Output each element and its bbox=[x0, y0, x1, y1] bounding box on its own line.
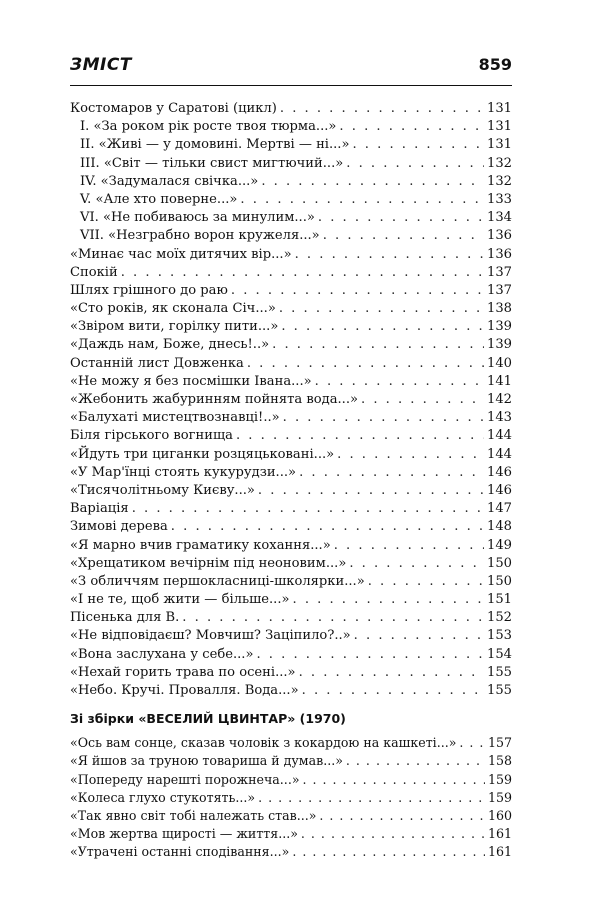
toc-entry bbox=[70, 591, 512, 609]
toc-entry-title: «Небо. Кручі. Провалля. Вода...» bbox=[70, 683, 299, 698]
dot-leader bbox=[334, 537, 484, 555]
toc-entry bbox=[70, 843, 512, 861]
toc-entry-title: Зимові дерева bbox=[70, 519, 168, 535]
toc-entry-page: 158 bbox=[487, 753, 512, 769]
toc-entry-page: 131 bbox=[487, 119, 512, 135]
toc-entry bbox=[70, 646, 512, 664]
section-entries bbox=[70, 734, 512, 861]
dot-leader bbox=[337, 446, 484, 464]
toc-entry-title: VII. «Незграбно ворон кружеля...» bbox=[80, 228, 320, 244]
toc-entry-title: «Балухаті мистецтвознавці!..» bbox=[70, 410, 280, 426]
toc-entry-page: 157 bbox=[487, 735, 512, 751]
dot-leader bbox=[258, 482, 484, 500]
toc-entry-page: 153 bbox=[487, 628, 512, 644]
dot-leader bbox=[121, 264, 484, 282]
dot-leader bbox=[302, 682, 484, 700]
toc-entry-title: VI. «Не побиваюсь за минулим...» bbox=[80, 210, 315, 226]
dot-leader bbox=[231, 282, 484, 300]
toc-entry-page: 147 bbox=[487, 501, 512, 517]
dot-leader bbox=[368, 573, 484, 591]
toc-entry-title: «Нехай горить трава по осені...» bbox=[70, 664, 296, 680]
toc-entry bbox=[70, 427, 512, 445]
toc-entry-page: 144 bbox=[487, 446, 512, 462]
dot-leader bbox=[339, 118, 484, 136]
toc-entry-title: «Даждь нам, Боже, днесь!..» bbox=[70, 337, 270, 353]
toc-entry-title: Спокій bbox=[70, 264, 118, 280]
toc-entry bbox=[70, 482, 512, 500]
dot-leader bbox=[295, 246, 484, 264]
toc-entry bbox=[70, 682, 512, 700]
dot-leader bbox=[292, 843, 485, 861]
dot-leader bbox=[299, 464, 484, 482]
toc-entry bbox=[70, 500, 512, 518]
dot-leader bbox=[280, 100, 484, 118]
toc-entry-page: 161 bbox=[487, 844, 512, 860]
toc-entry-title: IV. «Задумалася свічка...» bbox=[80, 173, 259, 189]
toc-entry-page: 154 bbox=[487, 646, 512, 662]
toc-entry-title: «У Мар'їнці стоять кукурудзи...» bbox=[70, 464, 297, 480]
toc-entry bbox=[70, 807, 512, 825]
toc-entry-title: «Минає час моїх дитячих вір...» bbox=[70, 246, 292, 262]
toc-entry-title: «Я йшов за труною товариша й думав...» bbox=[70, 753, 343, 769]
toc-entry-page: 149 bbox=[487, 537, 512, 553]
toc-entry-title: Біля гірського вогнища bbox=[70, 428, 233, 444]
toc-entry-page: 155 bbox=[487, 664, 512, 680]
dot-leader bbox=[182, 609, 484, 627]
toc-entry-page: 155 bbox=[487, 683, 512, 698]
toc-entry-title: «Мов жертва щирості — життя...» bbox=[70, 826, 298, 842]
toc-entry-title: Пісенька для В. bbox=[70, 610, 180, 626]
toc-entry bbox=[70, 664, 512, 682]
toc-entry bbox=[70, 355, 512, 373]
toc-entry bbox=[70, 573, 512, 591]
toc-entry-title: «Не можу я без посмішки Івана...» bbox=[70, 373, 312, 389]
dot-leader bbox=[299, 664, 484, 682]
dot-leader bbox=[247, 355, 484, 373]
toc-entry bbox=[70, 409, 512, 427]
dot-leader bbox=[354, 627, 484, 645]
toc-entry-page: 160 bbox=[487, 807, 512, 823]
toc-entry-title: I. «За роком рік росте твоя тюрма...» bbox=[80, 119, 337, 135]
dot-leader bbox=[240, 191, 484, 209]
dot-leader bbox=[236, 427, 484, 445]
section-heading: Зі збірки «ВЕСЕЛИЙ ЦВИНТАР» (1970) bbox=[70, 711, 346, 727]
toc-entry-title: V. «Але хто поверне...» bbox=[80, 191, 238, 207]
dot-leader bbox=[261, 173, 484, 191]
toc-entry-title: «Я марно вчив граматику кохання...» bbox=[70, 537, 331, 553]
toc-entry-page: 152 bbox=[487, 610, 512, 626]
toc-entry-title: «Звіром вити, горілку пити...» bbox=[70, 319, 279, 335]
toc-entry-title: «Сто років, як сконала Січ...» bbox=[70, 301, 276, 317]
toc-entry bbox=[70, 136, 512, 154]
toc-entry bbox=[70, 373, 512, 391]
toc-entry bbox=[70, 734, 512, 752]
toc-entry-page: 150 bbox=[487, 555, 512, 571]
toc-entry-title: Костомаров у Саратові (цикл) bbox=[70, 101, 277, 116]
toc-entry bbox=[70, 627, 512, 645]
table-of-contents bbox=[70, 100, 512, 862]
dot-leader bbox=[346, 155, 484, 173]
dot-leader bbox=[171, 518, 484, 536]
toc-entry-page: 159 bbox=[487, 789, 512, 805]
toc-entry-page: 146 bbox=[487, 464, 512, 480]
toc-entry-page: 159 bbox=[487, 771, 512, 787]
dot-leader bbox=[256, 646, 484, 664]
toc-entry-page: 146 bbox=[487, 482, 512, 498]
toc-entry bbox=[70, 464, 512, 482]
toc-entry bbox=[70, 300, 512, 318]
toc-entry bbox=[70, 555, 512, 573]
toc-entry bbox=[70, 789, 512, 807]
toc-entry-title: «Жебонить жабуринням пойнята вода...» bbox=[70, 392, 358, 407]
toc-entry bbox=[70, 191, 512, 209]
dot-leader bbox=[459, 734, 485, 752]
toc-entry bbox=[70, 771, 512, 789]
toc-entry-title: «Попереду нарешті порожнеча...» bbox=[70, 771, 300, 787]
dot-leader bbox=[281, 318, 484, 336]
toc-entry bbox=[70, 752, 512, 770]
toc-entry-title: «Ось вам сонце, сказав чоловік з кокардою на кашкеті...» bbox=[70, 735, 457, 751]
dot-leader bbox=[293, 591, 485, 609]
toc-entry bbox=[70, 209, 512, 227]
toc-entry-title: «Колеса глухо стукотять...» bbox=[70, 789, 256, 805]
toc-entry-page: 136 bbox=[487, 246, 512, 262]
toc-entry bbox=[70, 336, 512, 354]
toc-entry-title: «Йдуть три циганки розцяцьковані...» bbox=[70, 446, 335, 462]
dot-leader bbox=[272, 336, 484, 354]
toc-entry bbox=[70, 246, 512, 264]
dot-leader bbox=[361, 391, 484, 409]
toc-entry-page: 134 bbox=[487, 210, 512, 226]
toc-entry-page: 131 bbox=[487, 101, 512, 116]
toc-entry-page: 138 bbox=[487, 301, 512, 317]
dot-leader bbox=[301, 825, 485, 843]
page-title: ЗМІСТ bbox=[70, 55, 132, 75]
toc-entry bbox=[70, 537, 512, 555]
toc-entry-title: «І не те, щоб жити — більше...» bbox=[70, 592, 290, 608]
toc-entry-page: 141 bbox=[487, 373, 512, 389]
toc-entry-page: 161 bbox=[487, 826, 512, 842]
toc-entry bbox=[70, 518, 512, 536]
dot-leader bbox=[283, 409, 484, 427]
toc-entry-title: «Так явно світ тобі належать став...» bbox=[70, 807, 317, 823]
toc-entry-page: 150 bbox=[487, 573, 512, 589]
toc-entry bbox=[70, 282, 512, 300]
toc-entry-page: 137 bbox=[487, 264, 512, 280]
toc-entry-title: «Вона заслухана у себе...» bbox=[70, 646, 254, 662]
toc-entry-title: Шлях грішного до раю bbox=[70, 282, 228, 298]
toc-entry-page: 143 bbox=[487, 410, 512, 426]
toc-entry-page: 151 bbox=[487, 592, 512, 608]
toc-entry-page: 131 bbox=[487, 137, 512, 153]
toc-entry-title: «З обличчям першокласниці-школярки...» bbox=[70, 573, 365, 589]
toc-entry-page: 139 bbox=[487, 337, 512, 353]
toc-entry bbox=[70, 173, 512, 191]
toc-entry-page: 144 bbox=[487, 428, 512, 444]
toc-entry-title: II. «Живі — у домовині. Мертві — ні...» bbox=[80, 137, 350, 153]
toc-entry-title: «Утрачені останні сподівання...» bbox=[70, 844, 290, 860]
toc-entry-page: 148 bbox=[487, 519, 512, 535]
toc-entry bbox=[70, 391, 512, 409]
dot-leader bbox=[319, 807, 485, 825]
toc-entry-page: 133 bbox=[487, 191, 512, 207]
dot-leader bbox=[132, 500, 484, 518]
dot-leader bbox=[303, 771, 485, 789]
toc-entry bbox=[70, 825, 512, 843]
dot-leader bbox=[318, 209, 484, 227]
toc-entry bbox=[70, 446, 512, 464]
running-header bbox=[70, 55, 512, 86]
page-number: 859 bbox=[478, 55, 512, 74]
toc-entry-page: 132 bbox=[487, 173, 512, 189]
toc-entry bbox=[70, 155, 512, 173]
toc-entry bbox=[70, 227, 512, 245]
toc-entry bbox=[70, 318, 512, 336]
dot-leader bbox=[279, 300, 484, 318]
toc-entry bbox=[70, 100, 512, 118]
toc-entry-page: 142 bbox=[487, 392, 512, 407]
toc-entry-page: 137 bbox=[487, 282, 512, 298]
toc-entry-page: 140 bbox=[487, 355, 512, 371]
dot-leader bbox=[352, 136, 484, 154]
toc-entry-page: 139 bbox=[487, 319, 512, 335]
dot-leader bbox=[346, 752, 485, 770]
toc-entry-title: Варіація bbox=[70, 501, 129, 517]
toc-entry bbox=[70, 264, 512, 282]
toc-entry-page: 132 bbox=[487, 155, 512, 171]
dot-leader bbox=[349, 555, 484, 573]
toc-entry-page: 136 bbox=[487, 228, 512, 244]
toc-entry-title: Останній лист Довженка bbox=[70, 355, 244, 371]
dot-leader bbox=[315, 373, 484, 391]
toc-entry bbox=[70, 118, 512, 136]
toc-entry bbox=[70, 609, 512, 627]
toc-entry-title: «Тисячолітньому Києву...» bbox=[70, 482, 255, 498]
dot-leader bbox=[258, 789, 485, 807]
dot-leader bbox=[323, 227, 484, 245]
toc-entry-title: III. «Світ — тільки свист мигтючий...» bbox=[80, 155, 344, 171]
toc-entry-title: «Не відповідаєш? Мовчиш? Заціпило?..» bbox=[70, 628, 351, 644]
toc-entry-title: «Хрещатиком вечірнім під неоновим...» bbox=[70, 555, 347, 571]
